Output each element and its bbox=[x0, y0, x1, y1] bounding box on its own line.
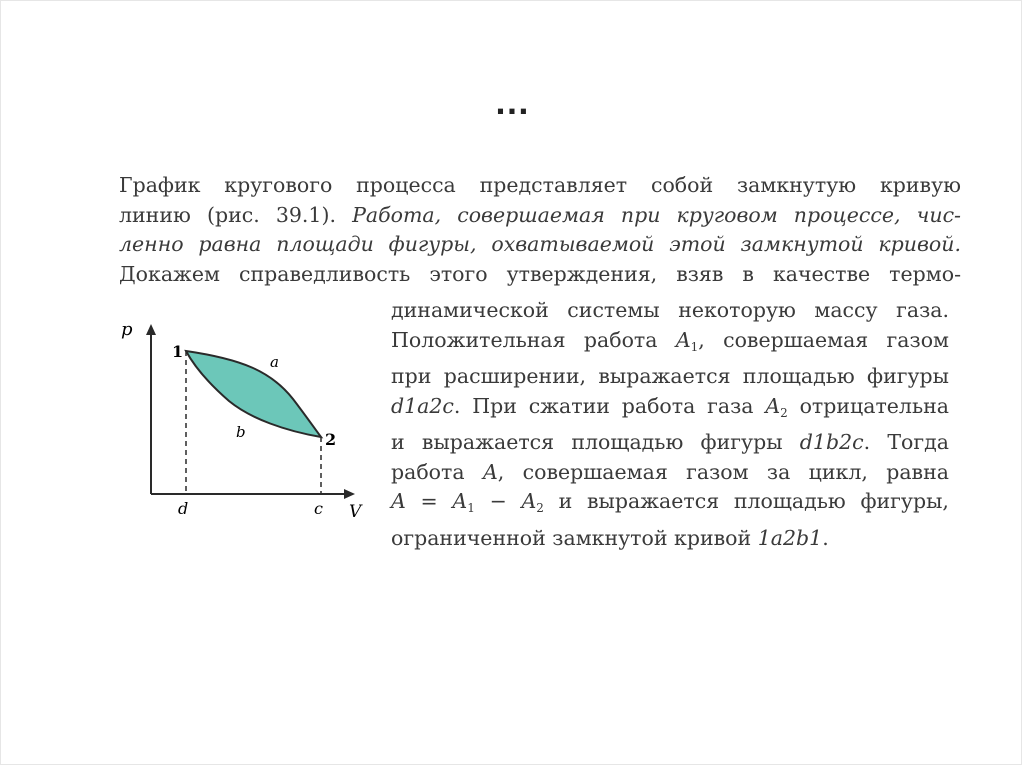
text-line bbox=[391, 428, 949, 458]
intro-paragraph bbox=[119, 171, 961, 289]
minus-sign: − bbox=[489, 489, 507, 513]
figure-name: d1b2c bbox=[799, 430, 864, 454]
subscript: 2 bbox=[780, 405, 788, 420]
subscript: 1 bbox=[467, 501, 475, 515]
text-line: при расширении, выражается площадью фигуры bbox=[391, 364, 949, 388]
explanation-paragraph bbox=[391, 296, 949, 553]
variable-A: A bbox=[675, 327, 691, 352]
text-fragment: , совершаемая газом за цикл, равна bbox=[497, 459, 949, 484]
point-1-label: 1 bbox=[172, 342, 184, 361]
y-axis-arrow bbox=[146, 324, 156, 335]
text-fragment: и выражается площадью фигуры bbox=[391, 430, 783, 454]
text-line bbox=[391, 524, 949, 554]
text-line bbox=[391, 326, 949, 363]
text-line bbox=[391, 458, 949, 488]
equals-sign: = bbox=[420, 489, 438, 513]
text-fragment: отрицательна bbox=[799, 393, 949, 418]
text-fragment: ограниченной замкнутой кривой bbox=[391, 525, 752, 550]
text-line: динамической системы некоторую массу газа. bbox=[391, 298, 949, 322]
text-line bbox=[391, 392, 949, 429]
variable-A2: A bbox=[521, 489, 537, 513]
text-fragment: , совершаемая газом bbox=[698, 327, 949, 352]
x-axis-arrow bbox=[344, 489, 355, 499]
variable-A: A bbox=[482, 459, 498, 484]
text-fragment: . Тогда bbox=[863, 430, 949, 454]
variable-A1: A bbox=[452, 489, 468, 513]
figure-name: 1a2b1 bbox=[757, 525, 823, 550]
italic-statement: Работа, совершаемая при круговом процессе, чис- bbox=[352, 202, 961, 227]
text-line: График кругового процесса представляет собой замкнутую кривую bbox=[119, 173, 961, 197]
subscript: 2 bbox=[536, 501, 544, 515]
curve-a-label: a bbox=[270, 353, 279, 371]
text-fragment: работа bbox=[391, 459, 465, 484]
subscript: 1 bbox=[690, 339, 699, 354]
curve-b-label: b bbox=[236, 423, 246, 441]
formula-line bbox=[391, 487, 949, 524]
text-fragment: . bbox=[822, 525, 829, 550]
slide-title: … bbox=[494, 81, 532, 122]
italic-statement: ленно равна площади фигуры, охватываемой этой замкнутой кривой. bbox=[119, 232, 961, 256]
tick-c-label: c bbox=[314, 499, 323, 518]
text-fragment: и выражается площадью фигуры, bbox=[558, 489, 949, 513]
cycle-area bbox=[186, 351, 321, 437]
text-fragment: Положительная работа bbox=[391, 327, 658, 352]
text-fragment: . При сжатии работа газа bbox=[453, 393, 754, 418]
x-axis-label: V bbox=[349, 502, 362, 522]
text-fragment: линию (рис. 39.1). bbox=[119, 202, 336, 227]
y-axis-label: p bbox=[121, 319, 133, 340]
text-line bbox=[119, 201, 961, 231]
tick-d-label: d bbox=[178, 499, 189, 518]
pv-diagram bbox=[111, 319, 371, 529]
variable-A: A bbox=[765, 393, 781, 418]
variable-A: A bbox=[391, 489, 406, 513]
figure-name: d1a2c bbox=[391, 393, 454, 418]
text-line: Докажем справедливость этого утверждения, взяв в качестве термо- bbox=[119, 261, 961, 286]
point-2-label: 2 bbox=[325, 430, 337, 449]
